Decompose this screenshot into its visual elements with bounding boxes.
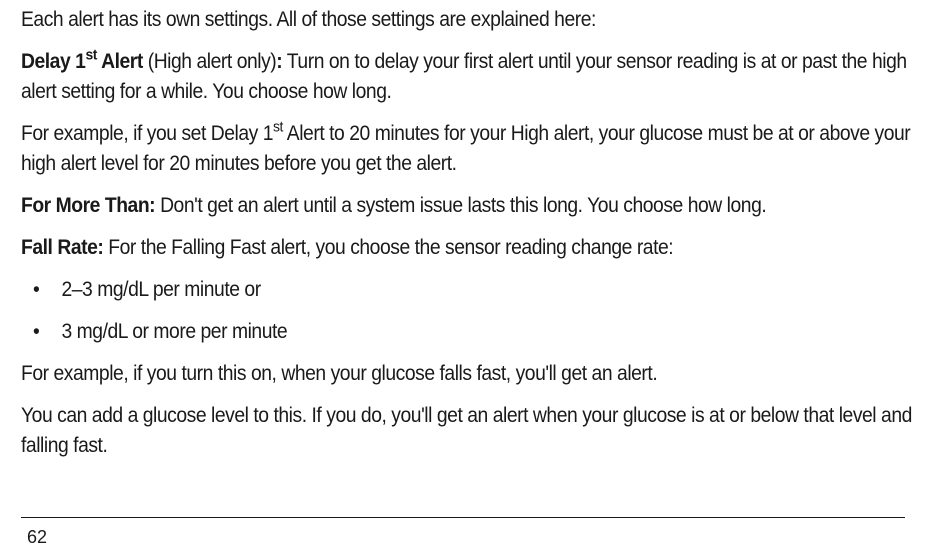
fall-rate-options-list xyxy=(21,275,921,347)
delay-example-paragraph xyxy=(21,119,921,179)
page-number: 62 xyxy=(27,527,48,547)
delay-first-alert-paragraph xyxy=(21,47,921,107)
list-item: • 3 mg/dL or more per minute xyxy=(21,317,921,347)
for-more-than-description: Don't get an alert until a system issue lasts this long. You choose how long. xyxy=(155,194,767,217)
delay-term-alert: Alert xyxy=(96,50,143,73)
delay-term-ordinal: st xyxy=(85,46,97,64)
footer-divider xyxy=(21,517,905,518)
manual-page xyxy=(21,0,921,473)
delay-example-start: For example, if you set Delay 1 xyxy=(21,122,274,145)
fall-rate-paragraph xyxy=(21,233,921,263)
glucose-level-note-paragraph: You can add a glucose level to this. If you do, you'll get an alert when your glucose is at or below that level and falling fast. xyxy=(21,404,912,457)
delay-example-ordinal: st xyxy=(273,118,283,136)
for-more-than-paragraph xyxy=(21,191,921,221)
intro-paragraph: Each alert has its own settings. All of those settings are explained here: xyxy=(21,8,596,31)
delay-example-end: Alert to 20 minutes for your High alert, your glucose must be at or above your high alert level for 20 minutes before you get the alert. xyxy=(21,122,911,175)
fall-rate-description: For the Falling Fast alert, you choose the sensor reading change rate: xyxy=(103,236,674,259)
list-item: • 2–3 mg/dL per minute or xyxy=(21,275,921,305)
fall-example-paragraph: For example, if you turn this on, when your glucose falls fast, you'll get an alert. xyxy=(21,362,658,385)
fall-rate-term: Fall Rate: xyxy=(21,236,104,259)
delay-qualifier: (High alert only) xyxy=(142,50,277,73)
delay-first-alert-term xyxy=(21,46,143,73)
delay-description: Turn on to delay your first alert until your sensor reading is at or past the high alert setting for a while. You choose how long. xyxy=(21,50,907,103)
delay-term-text: Delay 1 xyxy=(21,50,86,73)
page-text xyxy=(21,5,921,461)
delay-colon: : xyxy=(276,50,283,73)
for-more-than-term: For More Than: xyxy=(21,194,156,217)
